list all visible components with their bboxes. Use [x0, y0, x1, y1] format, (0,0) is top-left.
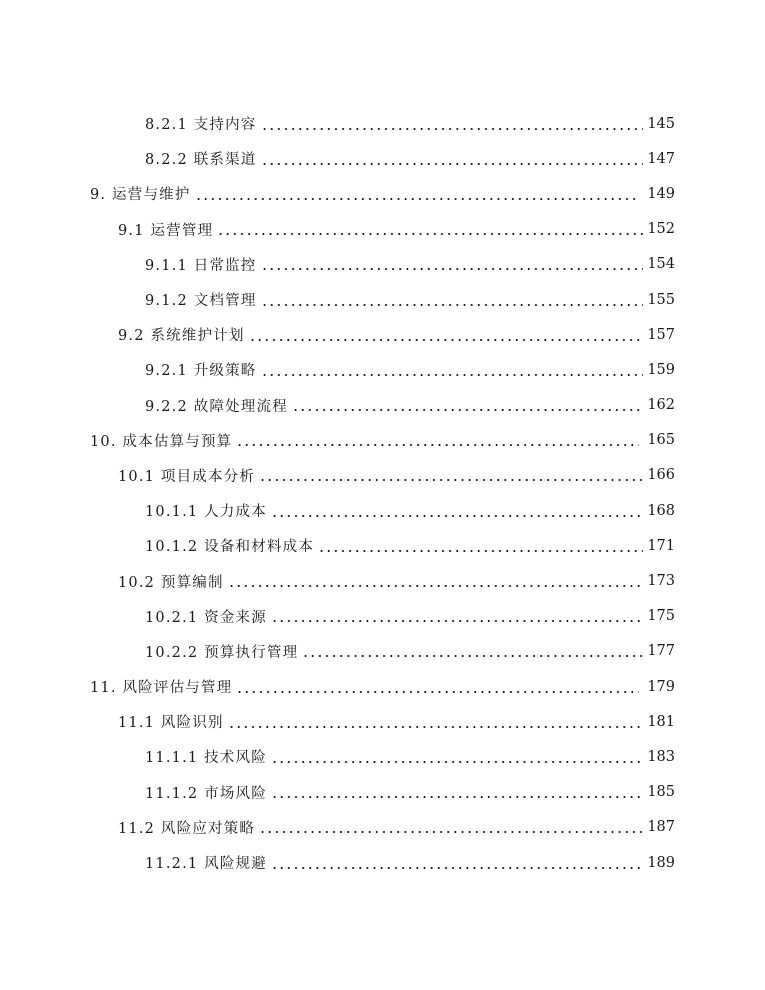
dot-leader	[292, 398, 643, 412]
dot-leader	[271, 504, 643, 518]
toc-entry-page-number: 166	[647, 467, 675, 484]
table-of-contents	[0, 106, 765, 880]
dot-leader	[217, 222, 643, 236]
dot-leader	[249, 328, 643, 342]
dot-leader	[318, 539, 643, 553]
toc-entry[interactable]	[0, 669, 765, 704]
toc-entry-page-number: 155	[647, 291, 675, 308]
dot-leader	[261, 293, 643, 307]
toc-entry[interactable]	[0, 247, 765, 282]
dot-leader	[261, 363, 643, 377]
toc-entry-label: 8.2.1 支持内容	[145, 117, 257, 134]
toc-entry-page-number: 165	[647, 432, 675, 449]
toc-entry[interactable]	[0, 563, 765, 598]
toc-entry-label: 9. 运营与维护	[90, 187, 191, 204]
toc-entry-label: 9.1.2 文档管理	[145, 293, 257, 310]
toc-entry-label: 10.2.1 资金来源	[145, 609, 267, 626]
toc-entry-label: 11.2 风险应对策略	[118, 820, 256, 837]
toc-entry-label: 10.1 项目成本分析	[118, 468, 256, 485]
dot-leader	[271, 785, 643, 799]
toc-entry-page-number: 147	[647, 150, 675, 167]
toc-entry-page-number: 175	[647, 608, 675, 625]
toc-entry[interactable]	[0, 493, 765, 528]
dot-leader	[236, 680, 639, 694]
toc-entry[interactable]	[0, 176, 765, 211]
toc-entry[interactable]	[0, 704, 765, 739]
toc-entry[interactable]	[0, 634, 765, 669]
toc-entry-label: 9.1 运营管理	[118, 222, 214, 239]
toc-entry[interactable]	[0, 810, 765, 845]
toc-entry-page-number: 149	[647, 185, 675, 202]
toc-entry[interactable]	[0, 528, 765, 563]
toc-entry-label: 11.2.1 风险规避	[145, 856, 267, 873]
toc-entry-label: 11.1 风险识别	[118, 715, 224, 732]
toc-entry[interactable]	[0, 423, 765, 458]
toc-entry[interactable]	[0, 106, 765, 141]
toc-entry-page-number: 159	[647, 361, 675, 378]
toc-entry[interactable]	[0, 599, 765, 634]
toc-entry-label: 10. 成本估算与预算	[90, 433, 233, 450]
dot-leader	[228, 715, 643, 729]
toc-entry-label: 9.2.2 故障处理流程	[145, 398, 288, 415]
toc-entry-page-number: 171	[647, 537, 675, 554]
dot-leader	[271, 609, 643, 623]
dot-leader	[236, 433, 639, 447]
toc-entry-page-number: 185	[647, 784, 675, 801]
dot-leader	[259, 820, 643, 834]
toc-entry-page-number: 187	[647, 819, 675, 836]
dot-leader	[271, 750, 643, 764]
toc-entry-page-number: 181	[647, 713, 675, 730]
dot-leader	[261, 152, 643, 166]
dot-leader	[228, 574, 643, 588]
toc-entry[interactable]	[0, 775, 765, 810]
toc-entry-label: 10.2 预算编制	[118, 574, 224, 591]
dot-leader	[302, 644, 643, 658]
toc-entry[interactable]	[0, 458, 765, 493]
dot-leader	[195, 187, 639, 201]
toc-entry-page-number: 183	[647, 748, 675, 765]
toc-entry[interactable]	[0, 212, 765, 247]
toc-entry-label: 11.1.1 技术风险	[145, 750, 267, 767]
toc-entry[interactable]	[0, 352, 765, 387]
toc-entry-page-number: 189	[647, 854, 675, 871]
toc-entry-page-number: 154	[647, 256, 675, 273]
toc-entry-label: 9.2 系统维护计划	[118, 328, 245, 345]
toc-entry-label: 9.2.1 升级策略	[145, 363, 257, 380]
toc-entry-label: 10.1.1 人力成本	[145, 504, 267, 521]
dot-leader	[271, 856, 643, 870]
toc-entry-page-number: 162	[647, 397, 675, 414]
toc-entry-page-number: 152	[647, 221, 675, 238]
toc-entry-page-number: 173	[647, 573, 675, 590]
toc-entry[interactable]	[0, 845, 765, 880]
toc-entry-label: 9.1.1 日常监控	[145, 257, 257, 274]
toc-entry[interactable]	[0, 282, 765, 317]
toc-entry-label: 10.2.2 预算执行管理	[145, 644, 299, 661]
toc-entry[interactable]	[0, 141, 765, 176]
toc-entry[interactable]	[0, 317, 765, 352]
toc-entry-label: 11.1.2 市场风险	[145, 785, 267, 802]
toc-entry-label: 10.1.2 设备和材料成本	[145, 539, 315, 556]
toc-entry-label: 11. 风险评估与管理	[90, 680, 233, 697]
toc-entry-label: 8.2.2 联系渠道	[145, 152, 257, 169]
toc-entry[interactable]	[0, 739, 765, 774]
toc-entry-page-number: 177	[647, 643, 675, 660]
dot-leader	[259, 468, 643, 482]
toc-entry-page-number: 168	[647, 502, 675, 519]
toc-entry[interactable]	[0, 388, 765, 423]
dot-leader	[261, 257, 643, 271]
dot-leader	[261, 117, 643, 131]
toc-entry-page-number: 157	[647, 326, 675, 343]
toc-entry-page-number: 145	[647, 115, 675, 132]
toc-entry-page-number: 179	[647, 678, 675, 695]
